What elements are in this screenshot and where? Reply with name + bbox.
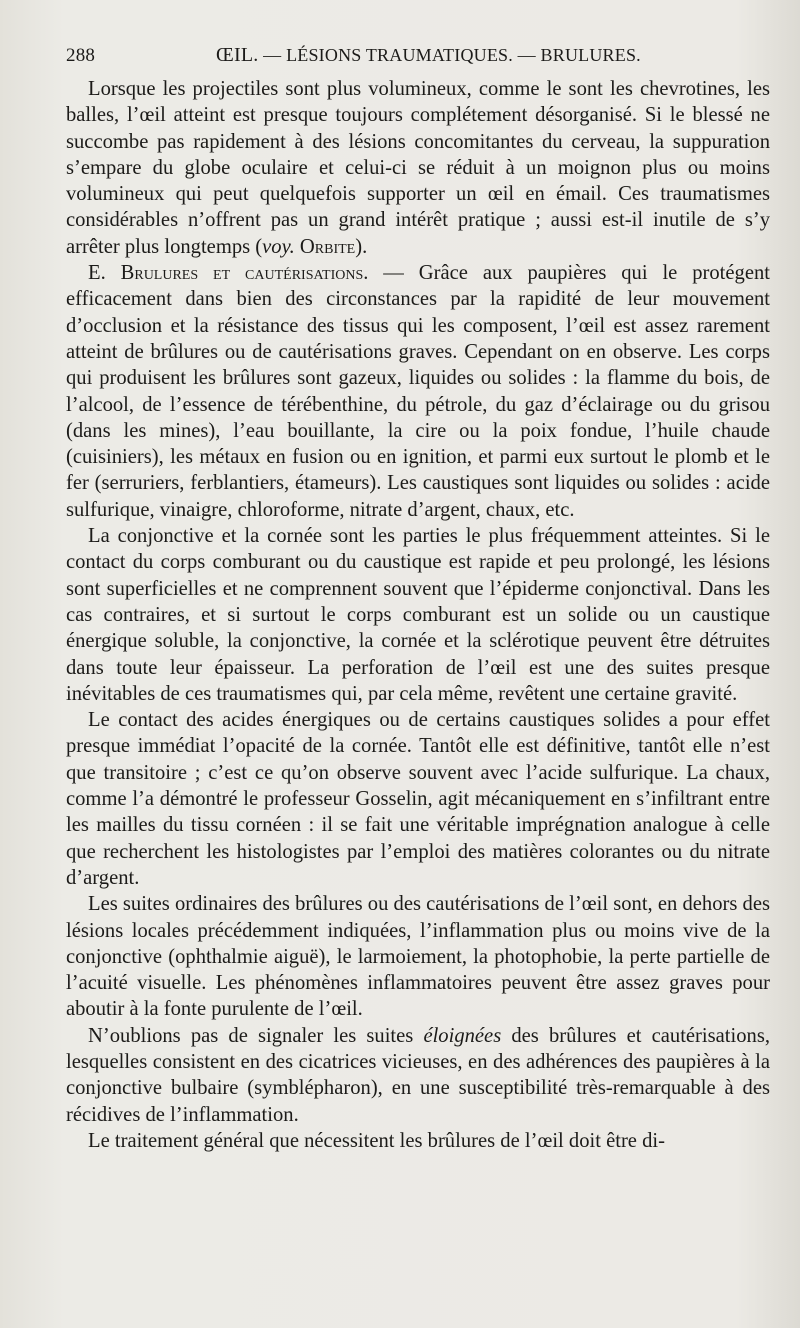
paragraph-text: Le traitement général que nécessitent les brûlures de l’œil doit être di- bbox=[88, 1129, 665, 1152]
page-number: 288 bbox=[66, 45, 96, 66]
paragraph-suites-ordinaires bbox=[66, 891, 770, 1022]
paragraph-text: Les suites ordinaires des brûlures ou des cautérisations de l’œil sont, en dehors des lésions locales précédemment indiquées, l’inflammation plus ou moins vive de la conjonctive (ophthalmie aiguë), le larmoiement, la photophobie, la perte partielle de l’acuité visuelle. Les phénomènes inflammatoires peuvent être assez graves pour aboutir à la fonte purulente de l’œil. bbox=[66, 893, 770, 1021]
paragraph-text: Lorsque les projectiles sont plus volumineux, comme le sont les chevrotines, les balles, l’œil atteint est presque toujours complétement désorganisé. Si le blessé ne succombe pas rapidement à des lésions concomitantes du cerveau, la suppuration s’empare du globe oculaire et celui-ci se réduit à un moignon plus ou moins volumineux qui peut quelquefois supporter un œil en émail. Ces traumatismes considérables n’offrent pas un grand intérêt pratique ; aussi est-il inutile de s’y arrêter plus longtemps ( bbox=[66, 78, 770, 258]
section-heading: E. Brulures et cautérisations. bbox=[88, 262, 369, 285]
running-title bbox=[216, 44, 641, 67]
paragraph-tail: des brûlures et cautérisations, lesquelles consistent en des cicatrices vicieuses, en des adhérences des paupières à la conjonctive bulbaire (symblépharon), en une susceptibilité très-remarquable à des récidives de l’inflammation. bbox=[66, 1024, 770, 1126]
body-text bbox=[66, 76, 770, 1154]
paragraph-projectiles bbox=[66, 76, 770, 260]
paragraph-italic: éloignées bbox=[423, 1024, 502, 1047]
running-title-prefix: ŒIL. bbox=[216, 44, 259, 66]
running-title-rest: — LÉSIONS TRAUMATIQUES. — BRULURES. bbox=[258, 45, 641, 65]
paragraph-text: N’oublions pas de signaler les suites bbox=[88, 1024, 424, 1047]
running-header bbox=[66, 44, 770, 74]
paragraph-small-caps: Orbite bbox=[294, 235, 356, 258]
paragraph-tail: ). bbox=[355, 235, 368, 258]
paragraph-conjonctive bbox=[66, 523, 770, 707]
paragraph-traitement bbox=[66, 1128, 770, 1154]
paragraph-acides bbox=[66, 707, 770, 891]
paragraph-text: Le contact des acides énergiques ou de certains caustiques solides a pour effet presque immédiat l’opacité de la cornée. Tantôt elle est définitive, tantôt elle n’est que transitoire ; c’est ce qu’on observe souvent avec l’acide sulfurique. La chaux, comme l’a démontré le professeur Gosselin, agit mécaniquement en s’infiltrant entre les mailles du tissu cornéen : il se fait une véritable imprégnation analogue à celle que recherchent les histologistes par l’emploi des matières colorantes ou du nitrate d’argent. bbox=[66, 709, 770, 889]
paragraph-brulures-heading bbox=[66, 260, 770, 523]
paragraph-suites-eloignees bbox=[66, 1023, 770, 1128]
paragraph-text: — Grâce aux paupières qui le protégent efficacement dans bien des circonstances par la rapidité de leur mouvement d’occlusion et la résistance des tissus qui les composent, l’œil est assez rarement atteint de brûlures ou de cautérisations graves. Cependant on en observe. Les corps qui produisent les brûlures sont gazeux, liquides ou solides : la flamme du bois, de l’alcool, de l’essence de térébenthine, du pétrole, du gaz d’éclairage ou du grisou (dans les mines), l’eau bouillante, la cire ou la poix fondue, l’huile chaude (cuisiniers), les métaux en fusion ou en ignition, et parmi eux surtout le plomb et le fer (serruriers, ferblantiers, étameurs). Les caustiques sont liquides ou solides : acide sulfurique, vinaigre, chloroforme, nitrate d’argent, chaux, etc. bbox=[66, 262, 770, 521]
paragraph-text: La conjonctive et la cornée sont les parties le plus fréquemment atteintes. Si le contact du corps comburant ou du caustique est rapide et peu prolongé, les lésions sont superficielles et ne comprennent souvent que l’épiderme conjonctival. Dans les cas contraires, et si surtout le corps comburant est un solide ou un caustique énergique soluble, la conjonctive, la cornée et la sclérotique peuvent être détruites dans toute leur épaisseur. La perforation de l’œil est une des suites presque inévitables de ces traumatismes qui, par cela même, revêtent une certaine gravité. bbox=[66, 525, 770, 705]
paragraph-italic: voy. bbox=[262, 235, 295, 258]
